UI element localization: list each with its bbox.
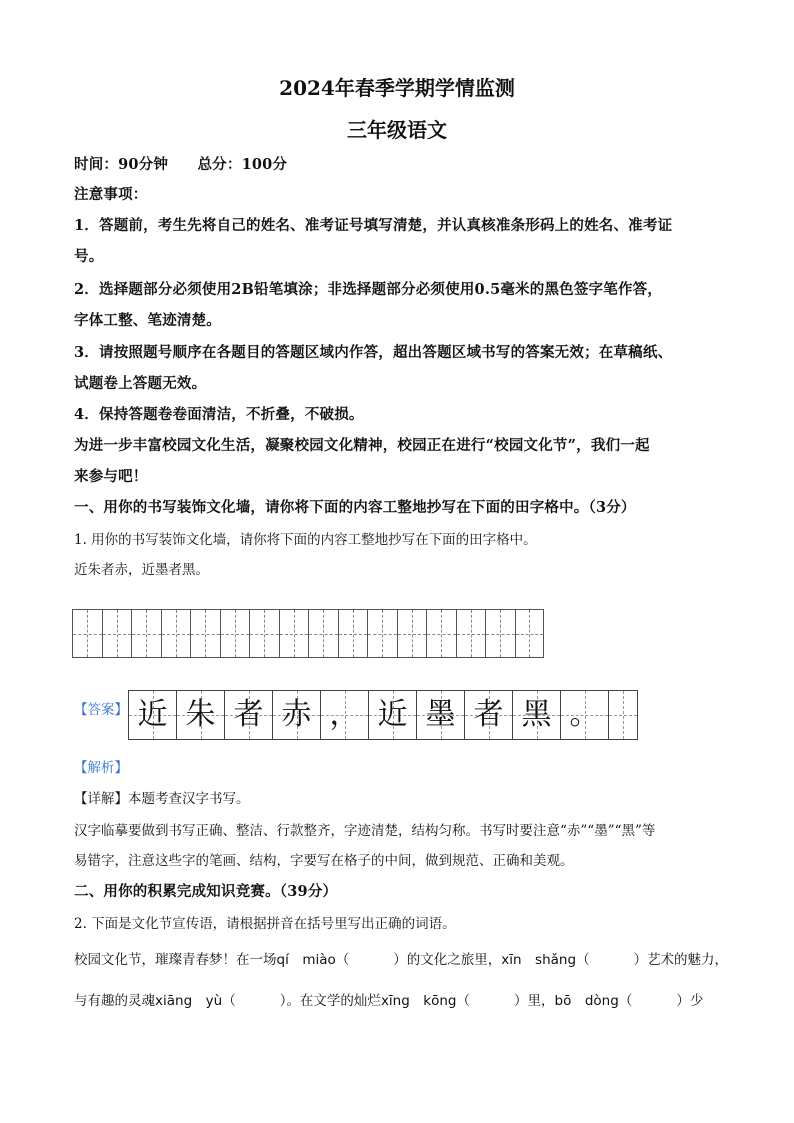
grid-cell[interactable] (279, 609, 309, 658)
grid-cell[interactable] (308, 609, 338, 658)
grid-cell[interactable] (72, 609, 102, 658)
answer-cell: 近 (128, 690, 176, 740)
detail-line: 【详解】本题考查汉字书写。 (74, 791, 250, 807)
answer-cell: 者 (224, 690, 272, 740)
notice-line: 4．保持答题卷卷面清洁，不折叠，不破损。 (74, 406, 364, 423)
question-2: 2. 下面是文化节宣传语，请根据拼音在括号里写出正确的词语。 (74, 916, 456, 932)
answer-cell: 赤 (272, 690, 320, 740)
answer-tag: 【答案】 (74, 702, 128, 718)
grid-cell[interactable] (515, 609, 545, 658)
grid-cell[interactable] (102, 609, 132, 658)
pinyin: qí miào (276, 952, 336, 968)
section2-heading: 二、用你的积累完成知识竞赛。（39分） (74, 883, 338, 900)
pinyin-line-2: 与有趣的灵魂xiāng yù（ ）。在文学的灿烂xīng kōng（ ）里，bō dòng（ ）少 (74, 993, 704, 1009)
notice-line: 2．选择题部分必须使用2B铅笔填涂；非选择题部分必须使用0.5毫米的黑色签字笔作答， (74, 281, 663, 298)
answer-cell: 朱 (176, 690, 224, 740)
notice-line: 号。 (74, 248, 104, 265)
page-title: 2024年春季学期学情监测 (279, 76, 515, 100)
pinyin: xīng kōng (380, 993, 457, 1009)
answer-cell: 。 (560, 690, 608, 740)
grid-cell[interactable] (161, 609, 191, 658)
pinyin-line-1: 校园文化节，璀璨青春梦！在一场qí miào（ ）的文化之旅里，xīn shǎng（ ）艺术的魅力， (74, 952, 729, 968)
explain-line: 汉字临摹要做到书写正确、整洁、行款整齐，字迹清楚，结构匀称。书写时要注意“赤”“墨”“黑”等 (74, 823, 656, 839)
grid-cell[interactable] (456, 609, 486, 658)
grid-cell[interactable] (131, 609, 161, 658)
grid-cell[interactable] (426, 609, 456, 658)
notice-line: 试题卷上答题无效。 (74, 375, 207, 392)
pinyin: xīn shǎng (501, 952, 577, 968)
pinyin: xiāng yù (155, 993, 223, 1009)
analysis-tag: 【解析】 (74, 760, 128, 776)
answer-cell: 近 (368, 690, 416, 740)
grid-cell[interactable] (249, 609, 279, 658)
question-1: 1. 用你的书写装饰文化墙，请你将下面的内容工整地抄写在下面的田字格中。 (74, 532, 537, 548)
intro-line: 来参与吧！ (74, 468, 148, 485)
notice-title: 注意事项： (74, 186, 148, 203)
grid-cell[interactable] (397, 609, 427, 658)
section1-heading: 一、用你的书写装饰文化墙，请你将下面的内容工整地抄写在下面的田字格中。（3分） (74, 499, 636, 516)
answer-cell: 墨 (416, 690, 464, 740)
pinyin: bō dòng (554, 993, 619, 1009)
answer-grid (128, 690, 638, 740)
explain-line: 易错字，注意这些字的笔画、结构，字要写在格子的中间，做到规范、正确和美观。 (74, 853, 574, 869)
notice-line: 字体工整、笔迹清楚。 (74, 312, 221, 329)
notice-line: 3．请按照题号顺序在各题目的答题区域内作答，超出答题区域书写的答案无效；在草稿纸、 (74, 344, 673, 361)
writing-grid (72, 609, 544, 658)
grid-cell[interactable] (367, 609, 397, 658)
copy-text: 近朱者赤，近墨者黑。 (74, 562, 209, 578)
grid-cell[interactable] (220, 609, 250, 658)
grid-cell[interactable] (190, 609, 220, 658)
intro-line: 为进一步丰富校园文化生活，凝聚校园文化精神，校园正在进行“校园文化节”，我们一起 (74, 437, 650, 454)
answer-cell-empty (608, 690, 638, 740)
grid-cell[interactable] (338, 609, 368, 658)
answer-cell: 者 (464, 690, 512, 740)
grid-cell[interactable] (485, 609, 515, 658)
notice-line: 1．答题前，考生先将自己的姓名、准考证号填写清楚，并认真核准条形码上的姓名、准考证 (74, 217, 673, 234)
page-subtitle: 三年级语文 (347, 118, 447, 142)
answer-cell: 黑 (512, 690, 560, 740)
answer-cell: ， (320, 690, 368, 740)
time-score: 时间：90分钟 总分：100分 (74, 156, 288, 173)
